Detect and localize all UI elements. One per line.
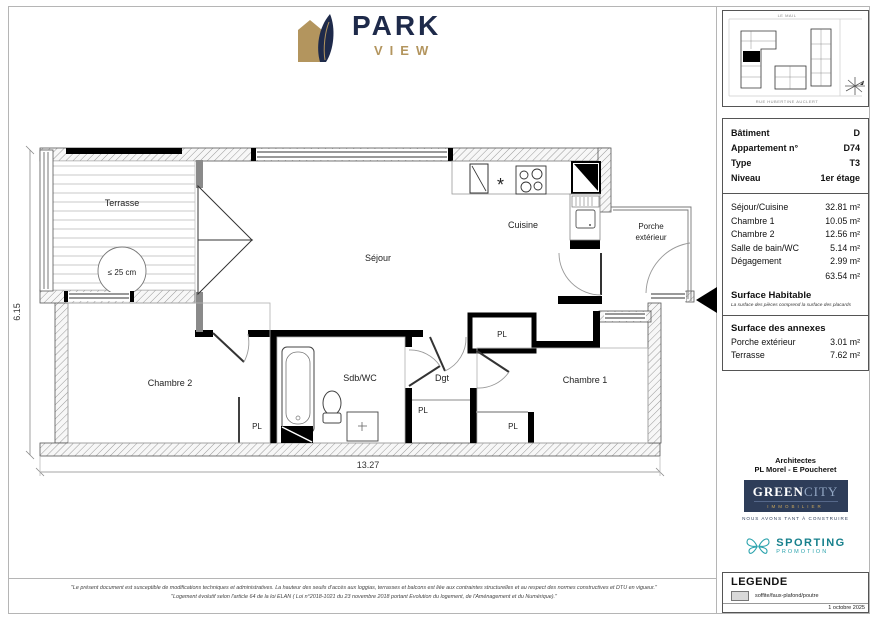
site-map-box <box>722 10 869 107</box>
label-terrasse: Terrasse <box>104 198 140 208</box>
label-pl-dgt: PL <box>418 406 428 415</box>
legend-content <box>723 573 868 603</box>
architects-names: PL Morel - E Poucheret <box>754 465 837 474</box>
sporting-name-label: SPORTING <box>776 536 846 549</box>
greencity-tagline: NOUS AVONS TANT À CONSTRUIRE <box>742 516 849 521</box>
annex-label: Terrasse <box>731 350 765 360</box>
info-row <box>731 141 860 156</box>
sporting-sub-label: PROMOTION <box>776 548 829 555</box>
butterfly-icon <box>745 535 771 557</box>
annexes-title: Surface des annexes <box>731 322 826 334</box>
greencity-wordmark <box>744 485 848 498</box>
info-row <box>731 171 860 186</box>
area-label: Salle de bain/WC <box>731 242 799 253</box>
total-area-value: 63.54 m² <box>825 270 860 281</box>
compass-icon <box>845 77 865 95</box>
info-label: Niveau <box>731 173 761 183</box>
label-terrace-note: ≤ 25 cm <box>107 268 137 277</box>
dimension-width: 13.27 <box>356 460 380 470</box>
label-pl-chambre2: PL <box>252 422 262 431</box>
info-value: D <box>853 128 860 138</box>
info-value: T3 <box>849 158 860 168</box>
label-pl-chambre1-bottom: PL <box>508 422 518 431</box>
logo-view-label: VIEW <box>374 43 436 58</box>
fridge-icon <box>470 164 488 193</box>
washer-icon <box>347 412 378 441</box>
surface-habitable-note: La surface des pièces comprend la surface des placards <box>731 302 851 308</box>
annex-row <box>731 336 860 350</box>
bathtub-icon <box>282 347 314 433</box>
apartment-identity-section <box>723 119 868 193</box>
area-label: Chambre 1 <box>731 215 775 226</box>
area-row <box>731 255 860 269</box>
area-row <box>731 201 860 215</box>
room-areas-section <box>723 193 868 315</box>
annex-value: 7.62 m² <box>830 350 860 360</box>
info-row <box>731 156 860 171</box>
toilet-icon <box>323 391 341 423</box>
area-value: 10.05 m² <box>825 215 860 226</box>
area-row <box>731 215 860 229</box>
cooktop-icon <box>516 166 546 194</box>
legend-item <box>731 591 860 601</box>
info-label: Bâtiment <box>731 128 770 138</box>
area-label: Chambre 2 <box>731 229 775 239</box>
greencity-city-label: CITY <box>803 484 839 499</box>
info-value: D74 <box>843 143 860 153</box>
duct-shaft-icon <box>572 162 600 193</box>
label-porche-1: Porche <box>638 222 664 231</box>
bathroom-fixtures <box>281 347 378 443</box>
disclaimer-line-2: "Logement évolutif selon l'article 64 de la loi ELAN ( Loi n°2018-1021 du 23 novembre 2018 portant Evolution du logement, de l'Aménagement et du Numérique)." <box>171 594 557 601</box>
info-value: 1er étage <box>820 173 860 183</box>
sink-icon <box>570 194 600 240</box>
area-value: 2.99 m² <box>830 256 860 266</box>
horizontal-divider <box>8 578 717 579</box>
dishwasher-symbol: * <box>497 175 505 195</box>
greencity-sub-label: IMMOBILIER <box>754 501 838 509</box>
door-swings <box>198 186 601 388</box>
label-chambre1: Chambre 1 <box>562 375 608 385</box>
entrance-arrow-icon <box>696 287 717 313</box>
soffit-swatch-icon <box>731 591 749 601</box>
dimension-height: 6.15 <box>12 303 22 321</box>
label-dgt: Dgt <box>434 373 450 383</box>
area-value: 12.56 m² <box>825 229 860 239</box>
logo-park-label: PARK <box>352 10 442 41</box>
apartment-location-marker <box>743 51 760 62</box>
label-sejour: Séjour <box>364 253 392 263</box>
area-value: 5.14 m² <box>830 242 860 253</box>
label-porche-2: extérieur <box>635 233 667 242</box>
annex-value: 3.01 m² <box>830 336 860 347</box>
info-row <box>731 126 860 141</box>
legend-title: LEGENDE <box>731 576 788 588</box>
document-date: 1 octobre 2025 <box>723 603 868 612</box>
area-row <box>731 228 860 242</box>
disclaimer-line-1: "Le présent document est susceptible de modifications techniques et administratives. La hauteur des seuils d'accès aux loggias, terrasses et balcons est liée aux contraintes structurelles et au respect des normes constructives et DTU en vigueur." <box>71 585 657 591</box>
label-sdb: Sdb/WC <box>343 373 377 383</box>
annex-label: Porche extérieur <box>731 336 796 347</box>
disclaimer-text <box>20 584 708 602</box>
architects-title: Architectes <box>775 456 816 465</box>
bath-shaft-icon <box>281 426 313 443</box>
legend-box <box>722 572 869 613</box>
credits-block <box>722 456 869 557</box>
surface-habitable-title: Surface Habitable <box>731 289 812 301</box>
info-label: Appartement n° <box>731 143 799 153</box>
street-name-top: LE MAIL <box>777 13 797 18</box>
greencity-green-label: GREEN <box>752 484 804 499</box>
label-pl-chambre1-top: PL <box>497 330 507 339</box>
annexes-section <box>723 315 868 370</box>
info-label: Type <box>731 158 752 168</box>
street-name-bottom: RUE HUBERTINE AUCLERT <box>755 99 819 104</box>
area-label: Séjour/Cuisine <box>731 202 789 212</box>
interior-walls <box>195 160 602 443</box>
area-row <box>731 242 860 256</box>
label-cuisine: Cuisine <box>507 220 539 230</box>
sporting-text <box>776 538 845 555</box>
greencity-logo <box>744 480 848 512</box>
area-label: Dégagement <box>731 256 782 266</box>
sporting-promotion-logo <box>722 535 869 557</box>
label-chambre2: Chambre 2 <box>147 378 193 388</box>
legend-item-label: soffite/faux-plafond/poutre <box>755 593 819 599</box>
site-map-drawing <box>723 11 868 106</box>
area-value: 32.81 m² <box>825 202 860 212</box>
annex-row <box>731 349 860 363</box>
apartment-info-box <box>722 118 869 371</box>
